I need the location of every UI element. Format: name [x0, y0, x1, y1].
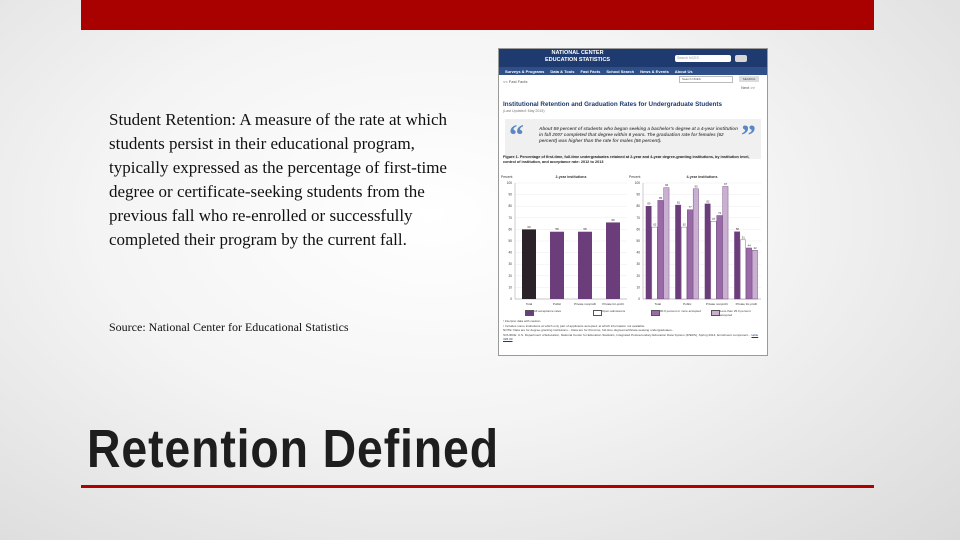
- bar: [687, 210, 692, 299]
- bar-value-label: 82: [706, 199, 710, 204]
- nces-logo: [545, 50, 610, 64]
- y-tick-label: 40: [636, 250, 640, 255]
- legend-swatch: [525, 310, 534, 316]
- x-tick-label: Private for-profit: [602, 302, 624, 306]
- bar-value-label: 66: [611, 217, 615, 222]
- bar: [681, 227, 686, 299]
- y-tick-label: 20: [636, 273, 640, 278]
- y-tick-label: 100: [634, 181, 640, 185]
- y-tick-label: 60: [508, 227, 512, 232]
- legend-label: Less than 25.0 percent accepted: [720, 309, 751, 317]
- footnote-link: table 326.30: [503, 332, 759, 341]
- y-tick-label: 90: [636, 192, 640, 197]
- bar: [734, 232, 739, 299]
- bar-value-label: 42: [753, 245, 757, 250]
- close-quote-icon: ”: [741, 119, 756, 152]
- bar-value-label: 95: [694, 184, 698, 189]
- bar: [740, 240, 745, 299]
- panel-title: 2-year institutions: [555, 175, 587, 179]
- y-tick-label: 0: [638, 297, 640, 301]
- bar: [658, 200, 663, 299]
- y-tick-label: 90: [508, 192, 512, 197]
- y-tick-label: 60: [636, 227, 640, 232]
- x-tick-label: Private for-profit: [735, 302, 757, 306]
- bar: [606, 222, 620, 299]
- bar: [746, 248, 751, 299]
- last-updated: (Last Updated: May 2015): [503, 109, 545, 113]
- bar: [711, 221, 716, 299]
- bar: [693, 189, 698, 299]
- title-underline: [81, 485, 874, 488]
- y-tick-label: 80: [508, 204, 512, 209]
- bar-value-label: 62: [653, 222, 657, 227]
- nav-item: Data & Tools: [550, 68, 575, 74]
- bar: [664, 188, 669, 299]
- legend-swatch: [651, 310, 660, 316]
- nav-item: Fast Facts: [580, 68, 601, 74]
- y-tick-label: 80: [636, 204, 640, 209]
- footnote: ! Interpret data with caution.: [503, 319, 542, 323]
- bar: [646, 206, 651, 299]
- y-tick-label: 50: [508, 239, 512, 243]
- y-tick-label: 40: [508, 250, 512, 255]
- retention-bar-chart: [499, 171, 767, 309]
- y-tick-label: 0: [510, 297, 512, 301]
- nces-nav-bar: [499, 67, 767, 75]
- logo-line1: NATIONAL CENTER: [551, 50, 604, 56]
- legend-label: 90.0 percent or more accepted: [660, 309, 701, 313]
- y-axis-label: Percent: [501, 175, 513, 179]
- bar-value-label: 72: [718, 210, 722, 215]
- logo-line2: EDUCATION STATISTICS: [545, 57, 611, 63]
- bar-value-label: 44: [747, 243, 751, 248]
- bar-value-label: 58: [583, 227, 587, 232]
- bar: [578, 232, 592, 299]
- y-axis-label: Percent: [629, 175, 641, 179]
- y-tick-label: 30: [636, 262, 640, 267]
- nces-header: [499, 49, 767, 67]
- source-citation: Source: National Center for Educational Statistics: [109, 320, 349, 334]
- bar: [717, 215, 722, 299]
- nav-item: About Us: [674, 68, 693, 74]
- x-tick-label: Public: [552, 302, 562, 306]
- y-tick-label: 10: [508, 285, 512, 290]
- back-link: << Fast Facts: [503, 79, 528, 84]
- panel-title: 4-year institutions: [686, 175, 718, 179]
- bar-value-label: 58: [555, 227, 559, 232]
- y-tick-label: 10: [636, 285, 640, 290]
- y-tick-label: 100: [506, 181, 512, 185]
- y-tick-label: 20: [508, 273, 512, 278]
- legend-label: Open admissions: [602, 309, 626, 313]
- bar-value-label: 60: [527, 224, 531, 229]
- pull-quote: [505, 119, 761, 159]
- retention-definition: Student Retention: A measure of the rate at which students persist in their educational program, typically expressed as the percentage of first-time degree or certificate-seeking students from the previous fall who re-enrolled or successfully completed their program by the current fall.: [109, 110, 448, 249]
- bar-value-label: 58: [735, 227, 739, 232]
- figure-caption: Figure 1. Percentage of first-time, full-time undergraduates retained at 2-year and 4-year degree-granting institutions, by institution level, control of institution, and acceptance rate: 2012 to 2013: [503, 155, 750, 164]
- bar-value-label: 96: [665, 183, 669, 188]
- bar: [705, 204, 710, 299]
- y-tick-label: 50: [636, 239, 640, 243]
- site-search-field: Search NCES: [679, 76, 733, 83]
- bar: [675, 205, 680, 299]
- bar-value-label: 97: [724, 181, 728, 186]
- x-tick-label: Total: [654, 302, 661, 306]
- next-link: Next >>: [741, 85, 756, 90]
- nces-screenshot: [498, 48, 768, 356]
- bar-value-label: 77: [688, 205, 692, 210]
- nav-item: News & Events: [640, 68, 669, 74]
- bar: [550, 232, 564, 299]
- legend-swatch: [711, 310, 720, 316]
- bar: [723, 186, 728, 299]
- chart-legend: [519, 309, 763, 315]
- legend-label: All acceptance rates: [534, 309, 562, 313]
- bar: [752, 250, 757, 299]
- chart-footnotes: [503, 319, 763, 342]
- footnote-text: SOURCE: U.S. Department of Education, National Center for Education Statistics, Integrated Postsecondary Education Data System (IPEDS), Spring 2014, Enrollment component...: [503, 332, 751, 337]
- slide-title: Retention Defined: [87, 419, 499, 479]
- bar-value-label: 67: [712, 216, 716, 221]
- x-tick-label: Private nonprofit: [574, 302, 596, 306]
- x-tick-label: Public: [683, 302, 692, 306]
- bar-value-label: 51: [741, 235, 745, 240]
- top-accent-bar: [81, 0, 874, 30]
- footnote: NOTE: Data are for degree-granting institutions... Data are for first-time, full-time degree/certificate-seeking undergraduates...: [503, 328, 675, 332]
- open-quote-icon: “: [509, 119, 524, 152]
- x-tick-label: Private nonprofit: [705, 302, 728, 306]
- nces-search-input: Search NCES: [675, 55, 731, 62]
- nav-item: Surveys & Programs: [505, 68, 545, 74]
- bar-value-label: 81: [676, 200, 680, 205]
- article-heading: Institutional Retention and Graduation Rates for Undergraduate Students: [503, 101, 723, 108]
- site-search-button: SEARCH: [739, 76, 759, 82]
- footnote: [503, 333, 763, 342]
- pull-quote-text: About 59 percent of students who began seeking a bachelor's degree at a 4-year institution in fall 2007 completed that degree within 6 years. The graduation rate for females (62 percent) was higher than the rate for males (56 percent).: [539, 126, 738, 143]
- legend-swatch: [593, 310, 602, 316]
- x-tick-label: Total: [525, 302, 533, 306]
- nces-search-button: [735, 55, 747, 62]
- bar: [652, 227, 657, 299]
- footnote: ¹ Includes some institutions at which only part of applicants accepted; at which information not available.: [503, 323, 646, 328]
- bar-value-label: 80: [647, 201, 651, 206]
- bar-value-label: 85: [659, 195, 663, 200]
- y-tick-label: 70: [508, 215, 512, 220]
- nav-item: School Search: [606, 68, 635, 74]
- bar: [522, 229, 536, 299]
- y-tick-label: 30: [508, 262, 512, 267]
- bar-value-label: 62: [682, 222, 686, 227]
- y-tick-label: 70: [636, 215, 640, 220]
